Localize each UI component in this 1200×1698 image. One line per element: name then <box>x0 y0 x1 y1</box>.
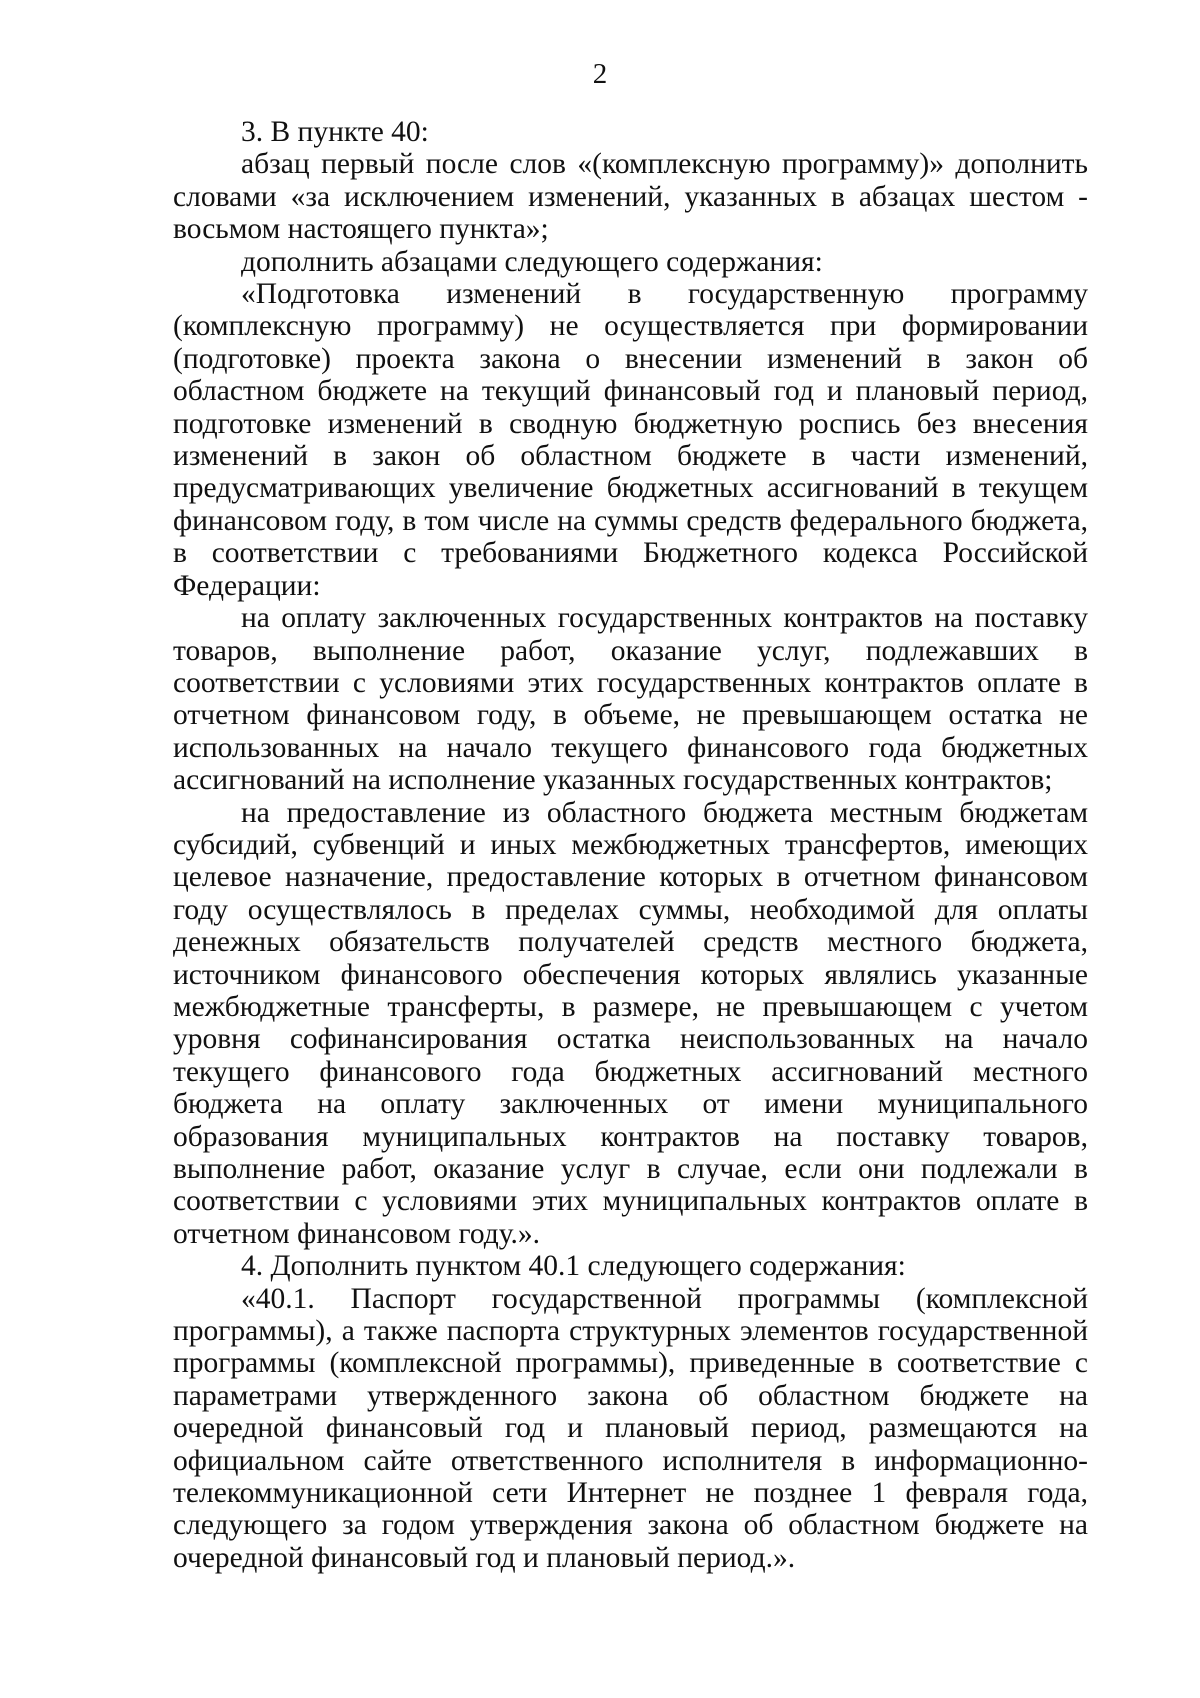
document-body <box>173 116 1088 1574</box>
paragraph-item-3-heading: 3. В пункте 40: <box>241 116 429 148</box>
paragraph-item-40-1: «40.1. Паспорт государственной программы (комплексной программы), а также паспорта структурных элементов государственной программы (комплексной программы), приведенные в соответствие с параметрами утвержденного закона об областном бюджете на очередной финансовый год и плановый период, размещаются на официальном сайте ответственного исполнителя в информационно-телекоммуникационной сети Интернет не позднее 1 февраля года, следующего за годом утверждения закона об областном бюджете на очередной финансовый год и плановый период.». <box>173 1282 1088 1574</box>
paragraph-preparation-changes: «Подготовка изменений в государственную программу (комплексную программу) не осуществляется при формировании (подготовке) проекта закона о внесении изменений в закон об областном бюджете на текущий финансовый год и плановый период, подготовке изменений в сводную бюджетную роспись без внесения изменений в закон об областном бюджете в части изменений, предусматривающих увеличение бюджетных ассигнований в текущем финансовом году, в том числе на суммы средств федерального бюджета, в соответствии с требованиями Бюджетного кодекса Российской Федерации: <box>173 278 1088 602</box>
paragraph-state-contracts: на оплату заключенных государственных контрактов на поставку товаров, выполнение работ, оказание услуг, подлежавших в соответствии с условиями этих государственных контрактов оплате в отчетном финансовом году, в объеме, не превышающем остатка не использованных на начало текущего финансового года бюджетных ассигнований на исполнение указанных государственных контрактов; <box>173 602 1088 797</box>
paragraph-local-budgets: на предоставление из областного бюджета местным бюджетам субсидий, субвенций и иных межбюджетных трансфертов, имеющих целевое назначение, предоставление которых в отчетном финансовом году осуществлялось в пределах суммы, необходимой для оплаты денежных обязательств получателей средств местного бюджета, источником финансового обеспечения которых являлись указанные межбюджетные трансферты, в размере, не превышающем с учетом уровня софинансирования остатка неиспользованных на начало текущего финансового года бюджетных ассигнований местного бюджета на оплату заключенных от имени муниципального образования муниципальных контрактов на поставку товаров, выполнение работ, оказание услуг в случае, если они подлежали в соответствии с условиями этих муниципальных контрактов оплате в отчетном финансовом году.». <box>173 796 1088 1250</box>
paragraph-add-abzacs-intro: дополнить абзацами следующего содержания: <box>241 245 823 278</box>
paragraph-first-abzac-amendment: абзац первый после слов «(комплексную программу)» дополнить словами «за исключением изменений, указанных в абзацах шестом - восьмом настоящего пункта»; <box>173 148 1088 246</box>
page-number: 2 <box>592 58 608 90</box>
paragraph-item-4-heading: 4. Дополнить пунктом 40.1 следующего содержания: <box>241 1250 906 1283</box>
